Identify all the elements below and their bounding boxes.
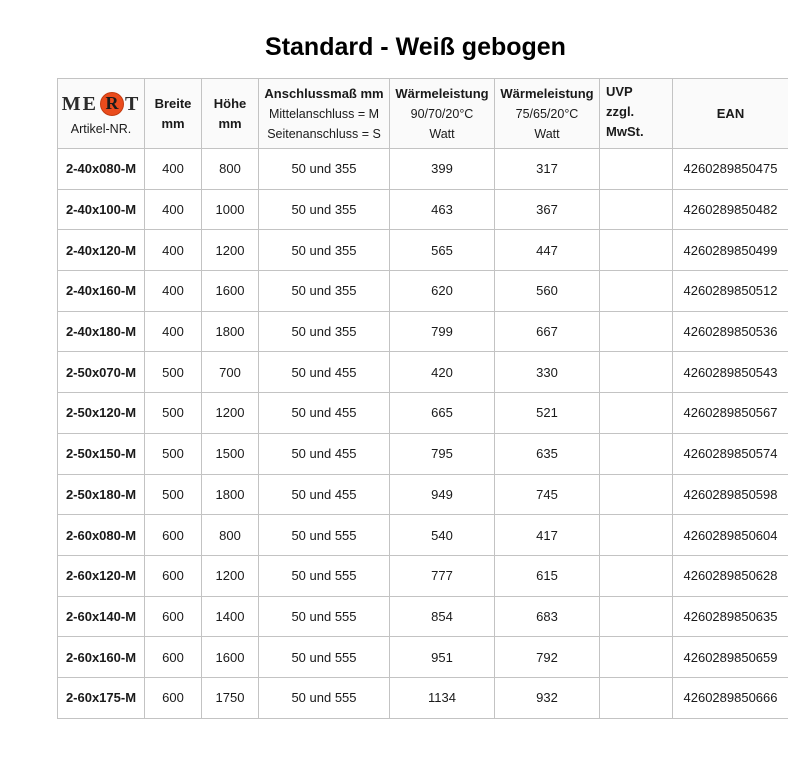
cell-watt_75: 560 (495, 271, 600, 312)
cell-watt_90: 951 (390, 637, 495, 678)
cell-ean: 4260289850604 (673, 515, 788, 556)
header-hoehe-line2: mm (218, 115, 242, 131)
header-anschluss-line1: Anschlussmaß mm (264, 85, 384, 101)
cell-hoehe: 800 (202, 515, 259, 556)
cell-anschluss: 50 und 555 (259, 555, 390, 596)
cell-watt_90: 620 (390, 271, 495, 312)
cell-breite: 400 (145, 230, 202, 271)
cell-artikel: 2-50x150-M (58, 433, 145, 474)
cell-ean: 4260289850475 (673, 149, 788, 190)
header-hoehe-line1: Höhe (213, 95, 247, 111)
cell-ean: 4260289850567 (673, 393, 788, 434)
cell-watt_75: 667 (495, 311, 600, 352)
cell-ean: 4260289850543 (673, 352, 788, 393)
cell-breite: 500 (145, 352, 202, 393)
cell-anschluss: 50 und 555 (259, 637, 390, 678)
header-waerme2-line1: Wärmeleistung (500, 85, 594, 101)
cell-watt_90: 463 (390, 189, 495, 230)
cell-breite: 500 (145, 433, 202, 474)
cell-watt_75: 683 (495, 596, 600, 637)
cell-ean: 4260289850536 (673, 311, 788, 352)
cell-breite: 500 (145, 393, 202, 434)
table-row (58, 555, 788, 596)
table-header (58, 79, 788, 149)
cell-hoehe: 1200 (202, 230, 259, 271)
cell-hoehe: 1200 (202, 393, 259, 434)
cell-watt_90: 420 (390, 352, 495, 393)
table-row (58, 271, 788, 312)
cell-artikel: 2-50x120-M (58, 393, 145, 434)
cell-watt_90: 665 (390, 393, 495, 434)
cell-anschluss: 50 und 555 (259, 677, 390, 718)
header-hoehe (202, 79, 259, 149)
header-waerme2-line3: Watt (534, 126, 560, 141)
header-uvp-line2: zzgl. (606, 104, 635, 119)
cell-anschluss: 50 und 455 (259, 393, 390, 434)
header-breite-line2: mm (161, 115, 185, 131)
header-waermeleistung-75 (495, 79, 600, 149)
cell-breite: 500 (145, 474, 202, 515)
table-row (58, 393, 788, 434)
cell-breite: 600 (145, 677, 202, 718)
header-anschluss-line3: Seitenanschluss = S (267, 126, 381, 141)
logo-letter-r: R (105, 93, 119, 113)
logo-circle-icon (100, 92, 124, 116)
table-row (58, 677, 788, 718)
cell-anschluss: 50 und 355 (259, 189, 390, 230)
cell-artikel: 2-60x140-M (58, 596, 145, 637)
cell-artikel: 2-40x120-M (58, 230, 145, 271)
cell-hoehe: 700 (202, 352, 259, 393)
header-artikel-nr (58, 79, 145, 149)
cell-uvp (600, 352, 673, 393)
cell-hoehe: 1600 (202, 637, 259, 678)
cell-uvp (600, 189, 673, 230)
cell-watt_75: 330 (495, 352, 600, 393)
cell-artikel: 2-40x160-M (58, 271, 145, 312)
cell-watt_90: 854 (390, 596, 495, 637)
cell-ean: 4260289850482 (673, 189, 788, 230)
cell-artikel: 2-50x180-M (58, 474, 145, 515)
cell-hoehe: 1600 (202, 271, 259, 312)
cell-anschluss: 50 und 355 (259, 149, 390, 190)
header-waerme2-line2: 75/65/20°C (515, 106, 579, 121)
cell-hoehe: 1750 (202, 677, 259, 718)
cell-hoehe: 1800 (202, 474, 259, 515)
cell-uvp (600, 474, 673, 515)
table-row (58, 311, 788, 352)
cell-watt_75: 615 (495, 555, 600, 596)
cell-ean: 4260289850666 (673, 677, 788, 718)
cell-uvp (600, 393, 673, 434)
cell-watt_90: 540 (390, 515, 495, 556)
header-row (58, 79, 788, 149)
header-anschluss-line2: Mittelanschluss = M (268, 106, 380, 121)
mert-logo (58, 92, 144, 116)
cell-uvp (600, 149, 673, 190)
cell-watt_90: 399 (390, 149, 495, 190)
cell-breite: 400 (145, 149, 202, 190)
cell-watt_75: 521 (495, 393, 600, 434)
cell-anschluss: 50 und 355 (259, 311, 390, 352)
table-row (58, 149, 788, 190)
cell-anschluss: 50 und 455 (259, 474, 390, 515)
header-waerme1-line3: Watt (429, 126, 455, 141)
cell-watt_75: 317 (495, 149, 600, 190)
cell-watt_90: 1134 (390, 677, 495, 718)
table-body (58, 149, 788, 719)
cell-watt_75: 792 (495, 637, 600, 678)
cell-artikel: 2-50x070-M (58, 352, 145, 393)
cell-watt_75: 932 (495, 677, 600, 718)
cell-breite: 400 (145, 189, 202, 230)
cell-artikel: 2-60x175-M (58, 677, 145, 718)
header-artikel-label: Artikel-NR. (70, 121, 132, 136)
cell-ean: 4260289850499 (673, 230, 788, 271)
cell-artikel: 2-40x100-M (58, 189, 145, 230)
cell-watt_75: 635 (495, 433, 600, 474)
header-ean: EAN (673, 79, 788, 149)
cell-artikel: 2-60x080-M (58, 515, 145, 556)
table-row (58, 433, 788, 474)
header-waerme1-line2: 90/70/20°C (410, 106, 474, 121)
table-row (58, 230, 788, 271)
page-title: Standard - Weiß gebogen (265, 33, 566, 61)
cell-uvp (600, 555, 673, 596)
cell-watt_90: 949 (390, 474, 495, 515)
cell-watt_90: 565 (390, 230, 495, 271)
cell-watt_75: 367 (495, 189, 600, 230)
cell-anschluss: 50 und 355 (259, 230, 390, 271)
cell-hoehe: 800 (202, 149, 259, 190)
cell-hoehe: 1000 (202, 189, 259, 230)
table-row (58, 352, 788, 393)
cell-anschluss: 50 und 355 (259, 271, 390, 312)
cell-ean: 4260289850574 (673, 433, 788, 474)
cell-artikel: 2-60x120-M (58, 555, 145, 596)
cell-breite: 600 (145, 596, 202, 637)
cell-artikel: 2-40x180-M (58, 311, 145, 352)
cell-watt_90: 777 (390, 555, 495, 596)
cell-artikel: 2-40x080-M (58, 149, 145, 190)
cell-uvp (600, 637, 673, 678)
cell-hoehe: 1200 (202, 555, 259, 596)
cell-uvp (600, 677, 673, 718)
cell-uvp (600, 433, 673, 474)
cell-uvp (600, 596, 673, 637)
cell-hoehe: 1400 (202, 596, 259, 637)
header-uvp-line1: UVP (606, 84, 633, 99)
cell-ean: 4260289850628 (673, 555, 788, 596)
table-row (58, 637, 788, 678)
cell-anschluss: 50 und 555 (259, 515, 390, 556)
cell-uvp (600, 515, 673, 556)
cell-watt_90: 799 (390, 311, 495, 352)
header-anschlussmass (259, 79, 390, 149)
cell-breite: 600 (145, 637, 202, 678)
cell-breite: 600 (145, 515, 202, 556)
cell-anschluss: 50 und 455 (259, 352, 390, 393)
cell-hoehe: 1800 (202, 311, 259, 352)
cell-watt_75: 447 (495, 230, 600, 271)
cell-breite: 400 (145, 271, 202, 312)
cell-hoehe: 1500 (202, 433, 259, 474)
table-row (58, 189, 788, 230)
header-breite (145, 79, 202, 149)
table-row (58, 515, 788, 556)
logo-letters-me: ME (61, 92, 98, 115)
cell-watt_90: 795 (390, 433, 495, 474)
cell-uvp (600, 271, 673, 312)
header-uvp (600, 79, 673, 149)
cell-breite: 400 (145, 311, 202, 352)
cell-anschluss: 50 und 555 (259, 596, 390, 637)
product-table (57, 78, 788, 719)
cell-watt_75: 745 (495, 474, 600, 515)
header-waerme1-line1: Wärmeleistung (395, 85, 489, 101)
header-waermeleistung-90 (390, 79, 495, 149)
cell-ean: 4260289850512 (673, 271, 788, 312)
header-uvp-line3: MwSt. (606, 124, 644, 139)
header-breite-line1: Breite (154, 95, 192, 111)
table-row (58, 596, 788, 637)
logo-letters-t: T (124, 92, 141, 115)
cell-ean: 4260289850635 (673, 596, 788, 637)
table-row (58, 474, 788, 515)
cell-ean: 4260289850659 (673, 637, 788, 678)
cell-uvp (600, 311, 673, 352)
cell-artikel: 2-60x160-M (58, 637, 145, 678)
cell-uvp (600, 230, 673, 271)
cell-anschluss: 50 und 455 (259, 433, 390, 474)
cell-watt_75: 417 (495, 515, 600, 556)
cell-ean: 4260289850598 (673, 474, 788, 515)
cell-breite: 600 (145, 555, 202, 596)
